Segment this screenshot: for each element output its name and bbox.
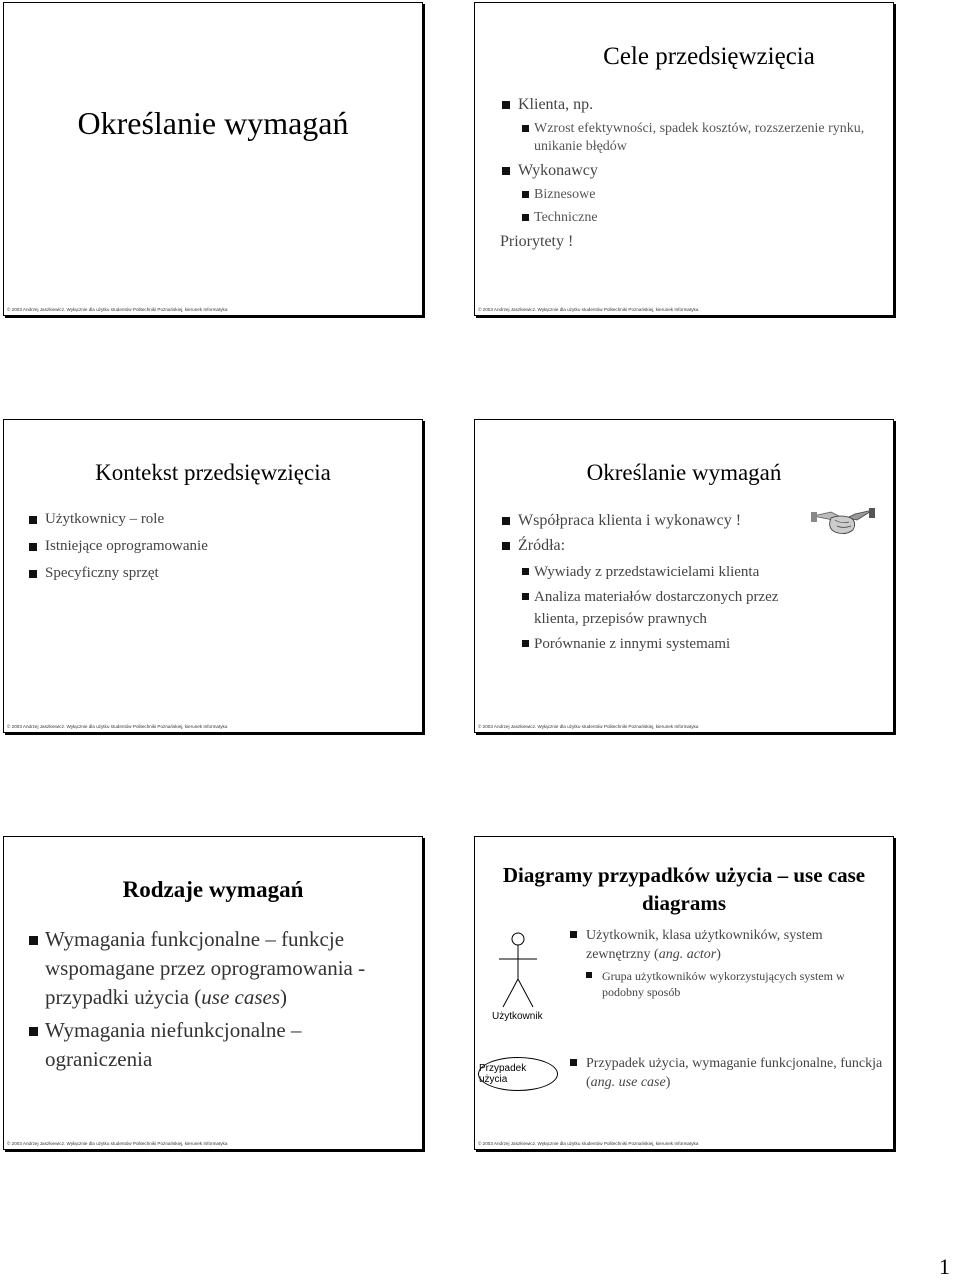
bullet-item: Źródła:	[500, 536, 820, 555]
bullet-square-icon	[502, 517, 510, 525]
bullet-square-icon	[570, 931, 577, 938]
slide-title: Rodzaje wymagań	[122, 877, 304, 902]
bullet-item: Klienta, np.	[500, 95, 880, 114]
bullet-item: Współpraca klienta i wykonawcy !	[500, 511, 820, 530]
sub-bullet-item: Analiza materiałów dostarczonych przez klienta, przepisów prawnych	[500, 586, 820, 630]
bullet-item: Użytkownicy – role	[27, 510, 407, 529]
sub-bullet-item: Porównanie z innymi systemami	[500, 633, 820, 655]
slide-footer: © 2003 Andrzej Jaszkiewicz. Wyłącznie dla użytku studentów Politechniki Poznańskiej, kierunek Informatyka	[478, 1141, 699, 1146]
plain-item: Priorytety !	[500, 233, 574, 250]
bullet-square-icon	[586, 972, 592, 978]
handshake-icon	[811, 506, 875, 544]
bullet-list	[27, 510, 407, 591]
slide-title: Kontekst przedsięwzięcia	[95, 460, 331, 485]
slide-title: Cele przedsięwzięcia	[603, 43, 815, 70]
sub-bullet-item: Wywiady z przedstawicielami klienta	[500, 561, 820, 583]
bullet-square-icon	[522, 593, 529, 600]
slide-footer: © 2003 Andrzej Jaszkiewicz. Wyłącznie dla użytku studentów Politechniki Poznańskiej, kierunek Informatyka	[7, 307, 228, 312]
use-case-label: Przypadek użycia	[479, 1063, 527, 1085]
bullet-square-icon	[522, 214, 529, 221]
bullet-item: Wykonawcy	[500, 161, 880, 180]
bullet-square-icon	[522, 640, 529, 647]
slide-6	[474, 836, 894, 1150]
bullet-square-icon	[522, 125, 529, 132]
bullet-item: Wymagania funkcjonalne – funkcje wspomagane przez oprogramowania - przypadki użycia (use cases)	[27, 925, 407, 1012]
bullet-square-icon	[29, 543, 37, 551]
bullet-list	[500, 511, 820, 658]
page-number: 1	[939, 1254, 950, 1279]
bullet-list	[568, 926, 888, 1004]
bullet-square-icon	[29, 1027, 38, 1036]
bullet-list	[27, 925, 407, 1078]
actor-stick-figure-icon	[493, 931, 543, 1011]
use-case-ellipse	[478, 1057, 558, 1091]
bullet-square-icon	[522, 191, 529, 198]
actor-label: Użytkownik	[492, 1011, 543, 1022]
slide-3	[3, 419, 423, 733]
slide-footer: © 2003 Andrzej Jaszkiewicz. Wyłącznie dla użytku studentów Politechniki Poznańskiej, kierunek Informatyka	[478, 307, 699, 312]
slide-title: Diagramy przypadków użycia – use case diagrams	[502, 863, 866, 915]
bullet-item: Użytkownik, klasa użytkowników, system zewnętrzny (ang. actor)	[568, 926, 888, 964]
bullet-square-icon	[522, 568, 529, 575]
slide-title: Określanie wymagań	[77, 105, 349, 141]
bullet-list	[500, 95, 880, 257]
sub-bullet-item: Wzrost efektywności, spadek kosztów, rozszerzenie rynku, unikanie błędów	[500, 120, 880, 156]
bullet-square-icon	[29, 570, 37, 578]
sub-bullet-item: Techniczne	[500, 209, 880, 227]
slide-2	[474, 2, 894, 316]
bullet-item: Wymagania niefunkcjonalne – ograniczenia	[27, 1016, 407, 1074]
bullet-item: Istniejące oprogramowanie	[27, 537, 407, 556]
bullet-list	[568, 1054, 888, 1092]
slide-1	[3, 2, 423, 316]
bullet-square-icon	[570, 1059, 577, 1066]
bullet-square-icon	[502, 542, 510, 550]
sub-bullet-item: Grupa użytkowników wykorzystujących system w podobny sposób	[568, 968, 888, 1000]
slide-footer: © 2003 Andrzej Jaszkiewicz. Wyłącznie dla użytku studentów Politechniki Poznańskiej, kierunek Informatyka	[478, 724, 699, 729]
bullet-item: Specyficzny sprzęt	[27, 564, 407, 583]
bullet-square-icon	[502, 167, 510, 175]
slide-5	[3, 836, 423, 1150]
slide-title: Określanie wymagań	[586, 460, 782, 485]
sub-bullet-item: Biznesowe	[500, 186, 880, 204]
bullet-item: Przypadek użycia, wymaganie funkcjonalne, funckja (ang. use case)	[568, 1054, 888, 1092]
bullet-square-icon	[29, 516, 37, 524]
slide-footer: © 2003 Andrzej Jaszkiewicz. Wyłącznie dla użytku studentów Politechniki Poznańskiej, kierunek Informatyka	[7, 1141, 228, 1146]
bullet-square-icon	[29, 936, 38, 945]
bullet-square-icon	[502, 101, 510, 109]
slide-4	[474, 419, 894, 733]
slide-footer: © 2003 Andrzej Jaszkiewicz. Wyłącznie dla użytku studentów Politechniki Poznańskiej, kierunek Informatyka	[7, 724, 228, 729]
